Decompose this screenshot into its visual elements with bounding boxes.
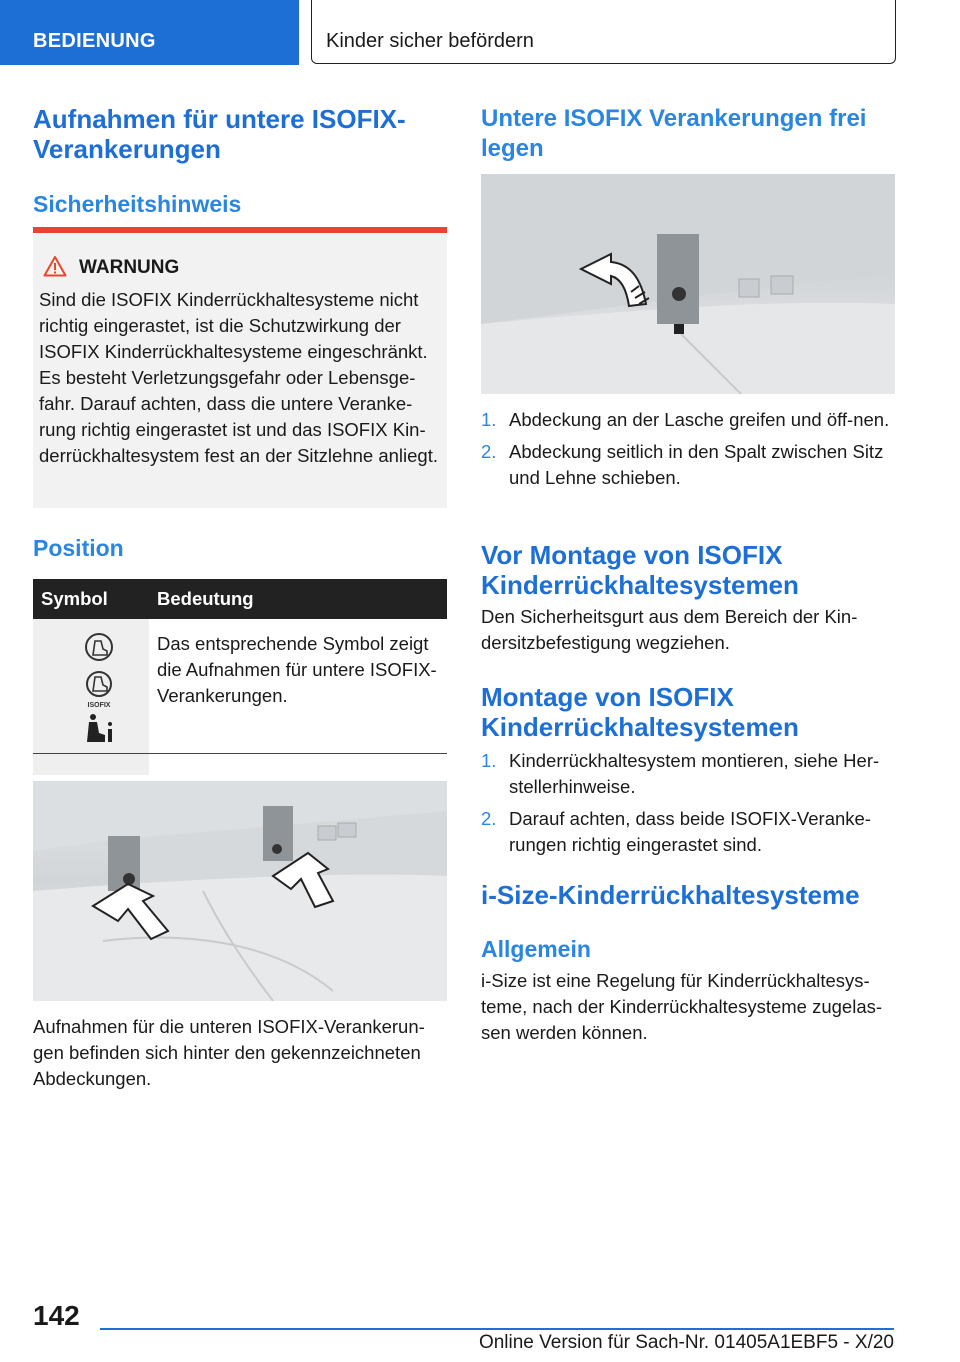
before-mount-text: Den Sicherheitsgurt aus dem Bereich der Kin-dersitzbefestigung wegziehen. [481,606,858,653]
symbol-table [33,579,447,775]
seat-photo-anchors [33,781,447,1001]
before-mount-heading: Vor Montage von ISOFIX Kinderrückhaltesystemen [481,540,799,600]
list-item: 1. Abdeckung an der Lasche greifen und öff-nen. [481,409,890,430]
symbol-cell [33,619,149,775]
chapter-tab [311,0,896,64]
isofix-heading: Aufnahmen für untere ISOFIX-Verankerungen [33,104,406,164]
warning-triangle-icon [43,255,67,277]
step-text: Abdeckung seitlich in den Spalt zwischen Sitz und Lehne schieben. [509,441,884,488]
expose-steps [481,407,895,497]
footer-line [100,1328,894,1330]
step-text: Kinderrückhaltesystem montieren, siehe Her-stellerhinweise. [509,750,880,797]
general-heading: Allgemein [481,936,591,962]
anchors-caption: Aufnahmen für die unteren ISOFIX-Verankerun-gen befinden sich hinter den gekennzeichneten Abdeckungen. [33,1016,425,1089]
seat-photo-expose [481,174,895,394]
safety-heading: Sicherheitshinweis [33,191,242,217]
mount-heading: Montage von ISOFIX Kinderrückhaltesystemen [481,682,799,742]
list-item: 2. Abdeckung seitlich in den Spalt zwischen Sitz und Lehne schieben. [481,441,884,488]
symbol-meaning: Das entsprechende Symbol zeigt die Aufnahmen für untere ISOFIX-Verankerungen. [157,633,437,706]
warning-text: Sind die ISOFIX Kinderrückhaltesysteme nicht richtig eingerastet, ist die Schutzwirkung der ISOFIX Kinderrückhaltesysteme eingeschränkt. Es besteht Verletzungsgefahr oder Lebensge-fahr. Darauf achten, dass die untere Veranke-rung richtig eingerastet ist und das ISOFIX Kin-derrückhaltesystem fest an der Sitzlehne anliegt. [39,289,438,466]
step-text: Darauf achten, dass beide ISOFIX-Veranke-rungen richtig eingerastet sind. [509,808,871,855]
seat-illustration [33,781,447,1001]
list-item: 1. Kinderrückhaltesystem montieren, siehe Her-stellerhinweise. [481,750,880,797]
page-number: 142 [33,1300,80,1331]
isofix-label: ISOFIX [87,702,111,709]
section-title: BEDIENUNG [33,30,156,52]
isize-heading: i-Size-Kinderrückhaltesysteme [481,880,860,910]
warning-title: WARNUNG [79,257,180,278]
col-symbol: Symbol [33,579,149,619]
list-item: 2. Darauf achten, dass beide ISOFIX-Veranke-rungen richtig eingerastet sind. [481,808,871,855]
mount-steps [481,748,895,864]
general-text: i-Size ist eine Regelung für Kinderrückhaltesys-teme, nach der Kinderrückhaltesysteme zugelas-sen werden können. [481,970,883,1043]
position-heading: Position [33,535,124,561]
footer-online-version: Online Version für Sach-Nr. 01405A1EBF5 - X/20 [478,1332,894,1353]
warning-box [33,227,447,508]
step-text: Abdeckung an der Lasche greifen und öff-nen. [509,409,890,430]
expose-illustration [481,174,895,394]
section-tab [0,0,299,65]
expose-heading: Untere ISOFIX Verankerungen frei legen [481,105,867,162]
col-meaning: Bedeutung [149,579,447,619]
warning-bar [33,227,447,233]
table-divider [33,753,447,754]
isofix-symbols-icon [41,627,141,752]
chapter-title: Kinder sicher befördern [326,30,534,52]
